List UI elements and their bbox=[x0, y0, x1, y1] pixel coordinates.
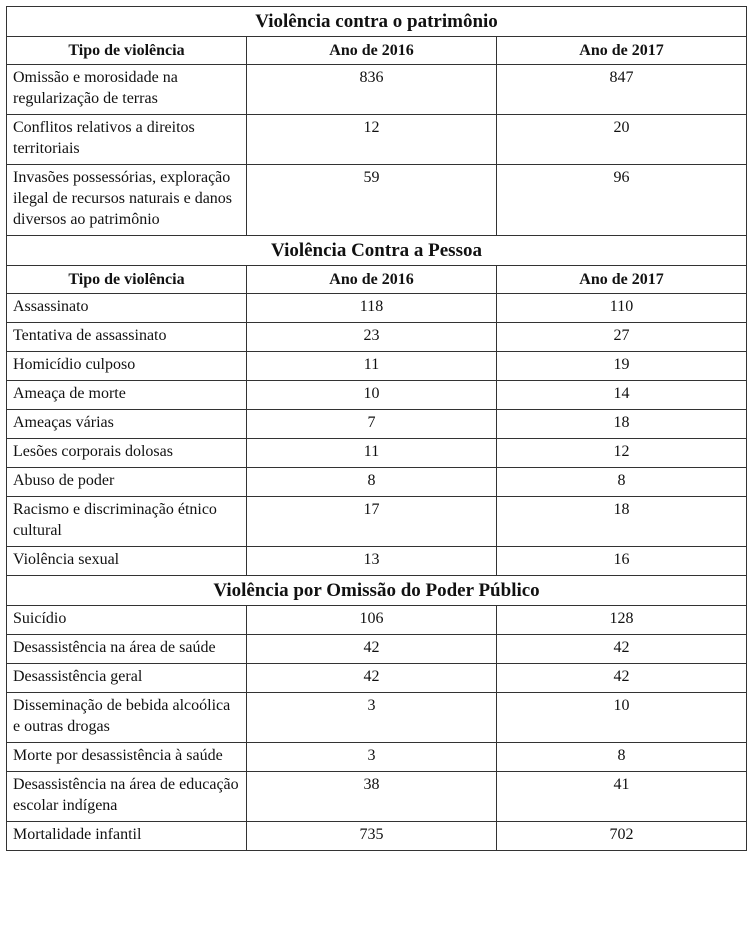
column-header-2017: Ano de 2017 bbox=[497, 37, 747, 65]
row-label: Desassistência geral bbox=[7, 664, 247, 693]
column-header-type: Tipo de violência bbox=[7, 37, 247, 65]
row-label: Assassinato bbox=[7, 294, 247, 323]
value-2016: 11 bbox=[247, 439, 497, 468]
table-row bbox=[7, 165, 747, 236]
table-row bbox=[7, 468, 747, 497]
value-2016: 3 bbox=[247, 743, 497, 772]
row-label: Desassistência na área de educação escolar indígena bbox=[7, 772, 247, 822]
table-row bbox=[7, 410, 747, 439]
row-label: Lesões corporais dolosas bbox=[7, 439, 247, 468]
value-2016: 42 bbox=[247, 664, 497, 693]
value-2017: 19 bbox=[497, 352, 747, 381]
table-row bbox=[7, 294, 747, 323]
table-row bbox=[7, 635, 747, 664]
violence-table bbox=[6, 6, 747, 851]
section-title: Violência contra o patrimônio bbox=[7, 7, 747, 37]
row-label: Omissão e morosidade na regularização de terras bbox=[7, 65, 247, 115]
value-2016: 17 bbox=[247, 497, 497, 547]
table-row bbox=[7, 352, 747, 381]
table-row bbox=[7, 497, 747, 547]
row-label: Ameaça de morte bbox=[7, 381, 247, 410]
table-row bbox=[7, 381, 747, 410]
row-label: Suicídio bbox=[7, 606, 247, 635]
value-2017: 27 bbox=[497, 323, 747, 352]
value-2016: 8 bbox=[247, 468, 497, 497]
value-2017: 702 bbox=[497, 822, 747, 851]
row-label: Violência sexual bbox=[7, 547, 247, 576]
value-2017: 96 bbox=[497, 165, 747, 236]
column-header-2016: Ano de 2016 bbox=[247, 266, 497, 294]
value-2016: 13 bbox=[247, 547, 497, 576]
table-row bbox=[7, 65, 747, 115]
row-label: Disseminação de bebida alcoólica e outras drogas bbox=[7, 693, 247, 743]
table-row bbox=[7, 115, 747, 165]
table-row bbox=[7, 664, 747, 693]
value-2016: 10 bbox=[247, 381, 497, 410]
column-header-row bbox=[7, 37, 747, 65]
value-2016: 836 bbox=[247, 65, 497, 115]
value-2017: 14 bbox=[497, 381, 747, 410]
value-2017: 12 bbox=[497, 439, 747, 468]
row-label: Conflitos relativos a direitos territoriais bbox=[7, 115, 247, 165]
value-2016: 12 bbox=[247, 115, 497, 165]
column-header-type: Tipo de violência bbox=[7, 266, 247, 294]
row-label: Racismo e discriminação étnico cultural bbox=[7, 497, 247, 547]
section-header-row bbox=[7, 236, 747, 266]
section-title: Violência por Omissão do Poder Público bbox=[7, 576, 747, 606]
value-2017: 847 bbox=[497, 65, 747, 115]
value-2017: 8 bbox=[497, 743, 747, 772]
value-2017: 8 bbox=[497, 468, 747, 497]
table-row bbox=[7, 323, 747, 352]
table-row bbox=[7, 606, 747, 635]
table-row bbox=[7, 693, 747, 743]
column-header-row bbox=[7, 266, 747, 294]
value-2017: 41 bbox=[497, 772, 747, 822]
value-2016: 38 bbox=[247, 772, 497, 822]
section-title: Violência Contra a Pessoa bbox=[7, 236, 747, 266]
value-2016: 59 bbox=[247, 165, 497, 236]
value-2017: 18 bbox=[497, 410, 747, 439]
row-label: Morte por desassistência à saúde bbox=[7, 743, 247, 772]
value-2016: 118 bbox=[247, 294, 497, 323]
value-2017: 42 bbox=[497, 664, 747, 693]
column-header-2017: Ano de 2017 bbox=[497, 266, 747, 294]
value-2017: 42 bbox=[497, 635, 747, 664]
value-2016: 11 bbox=[247, 352, 497, 381]
table-row bbox=[7, 743, 747, 772]
column-header-2016: Ano de 2016 bbox=[247, 37, 497, 65]
table-row bbox=[7, 822, 747, 851]
row-label: Desassistência na área de saúde bbox=[7, 635, 247, 664]
row-label: Mortalidade infantil bbox=[7, 822, 247, 851]
value-2016: 7 bbox=[247, 410, 497, 439]
section-header-row bbox=[7, 7, 747, 37]
value-2017: 10 bbox=[497, 693, 747, 743]
value-2017: 110 bbox=[497, 294, 747, 323]
value-2017: 128 bbox=[497, 606, 747, 635]
value-2016: 735 bbox=[247, 822, 497, 851]
row-label: Tentativa de assassinato bbox=[7, 323, 247, 352]
value-2016: 106 bbox=[247, 606, 497, 635]
value-2017: 16 bbox=[497, 547, 747, 576]
row-label: Abuso de poder bbox=[7, 468, 247, 497]
table-row bbox=[7, 772, 747, 822]
table-row bbox=[7, 547, 747, 576]
section-header-row bbox=[7, 576, 747, 606]
row-label: Ameaças várias bbox=[7, 410, 247, 439]
value-2017: 20 bbox=[497, 115, 747, 165]
value-2016: 3 bbox=[247, 693, 497, 743]
table-row bbox=[7, 439, 747, 468]
row-label: Homicídio culposo bbox=[7, 352, 247, 381]
row-label: Invasões possessórias, exploração ilegal de recursos naturais e danos diversos ao patrimônio bbox=[7, 165, 247, 236]
value-2016: 23 bbox=[247, 323, 497, 352]
value-2016: 42 bbox=[247, 635, 497, 664]
value-2017: 18 bbox=[497, 497, 747, 547]
